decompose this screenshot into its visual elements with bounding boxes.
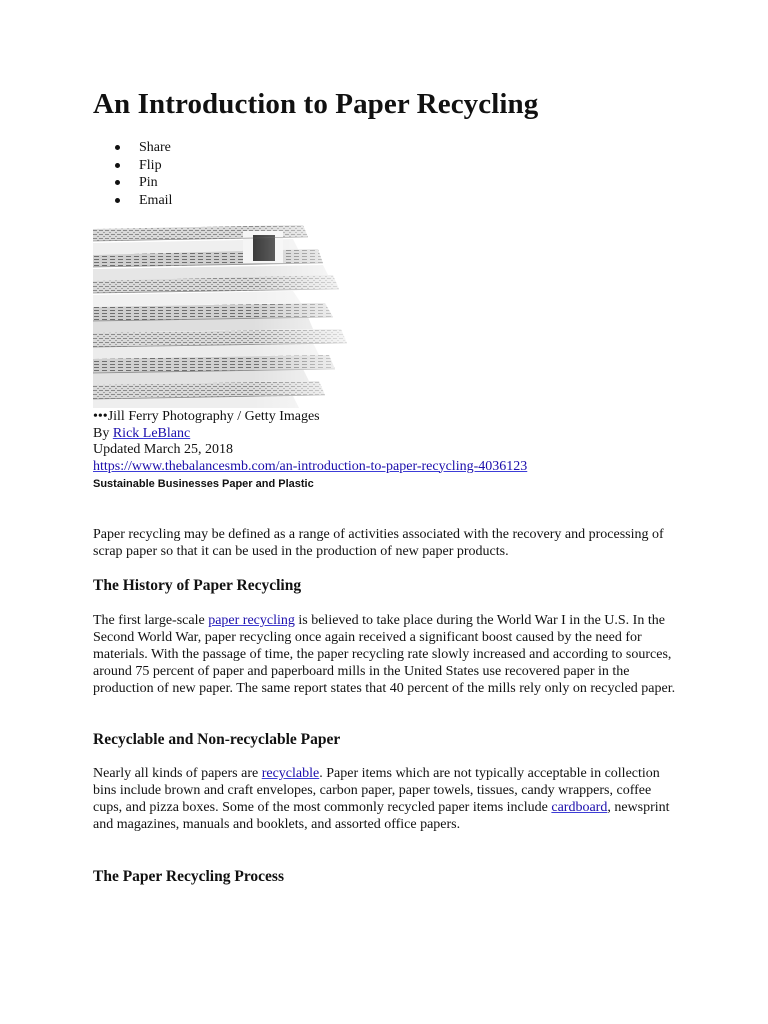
- author-link[interactable]: Rick LeBlanc: [112, 425, 191, 441]
- updated-date: Updated March 25, 2018: [93, 442, 233, 457]
- bullet-icon: [115, 180, 120, 185]
- paper-recycling-link[interactable]: paper recycling: [208, 613, 295, 628]
- share-list: [93, 139, 172, 209]
- article-meta: [93, 409, 527, 475]
- history-paragraph: The first large-scale paper recycling is believed to take place during the World War I in the U.S. In the Second World War, paper recycling once again received a significant boost caused by the need for materials. With the passage of time, the paper recycling rate slowly increased and according to sources, around 75 percent of paper and paperboard mills in the United States use recovered paper in the production of new paper. The same report states that 40 percent of the mills rely only on recycled paper.: [93, 613, 676, 696]
- photo-credit: •••Jill Ferry Photography / Getty Images: [93, 409, 320, 424]
- intro-paragraph: Paper recycling may be defined as a range of activities associated with the recovery and processing of scrap paper so that it can be used in the production of new paper products.: [93, 527, 664, 559]
- section-heading-recyclable: Recyclable and Non-recyclable Paper: [93, 731, 341, 748]
- byline: By Rick LeBlanc: [93, 425, 191, 441]
- recyclable-link[interactable]: recyclable: [261, 766, 320, 781]
- share-item-share[interactable]: Share: [93, 139, 172, 157]
- bullet-icon: [115, 198, 120, 203]
- bullet-icon: [115, 163, 120, 168]
- newspaper-stack-photo: [93, 225, 383, 408]
- recyclable-paragraph: Nearly all kinds of papers are recyclable. Paper items which are not typically acceptable in collection bins include brown and craft envelopes, carbon paper, paper towels, tissues, candy wrappers, coffee cups, and pizza boxes. Some of the most commonly recycled paper items include cardboard, newsprint and magazines, manuals and booklets, and assorted office papers.: [93, 766, 670, 832]
- section-heading-process: The Paper Recycling Process: [93, 868, 284, 885]
- share-item-email[interactable]: Email: [93, 192, 172, 210]
- article-url-link[interactable]: https://www.thebalancesmb.com/an-introduction-to-paper-recycling-4036123: [93, 458, 528, 474]
- cardboard-link[interactable]: cardboard: [551, 799, 608, 815]
- section-heading-history: The History of Paper Recycling: [93, 577, 302, 594]
- share-item-flip[interactable]: Flip: [93, 157, 172, 175]
- share-item-pin[interactable]: Pin: [93, 174, 172, 192]
- bullet-icon: [115, 145, 120, 150]
- category-label: Sustainable Businesses Paper and Plastic: [93, 478, 314, 490]
- page-title: An Introduction to Paper Recycling: [93, 88, 539, 120]
